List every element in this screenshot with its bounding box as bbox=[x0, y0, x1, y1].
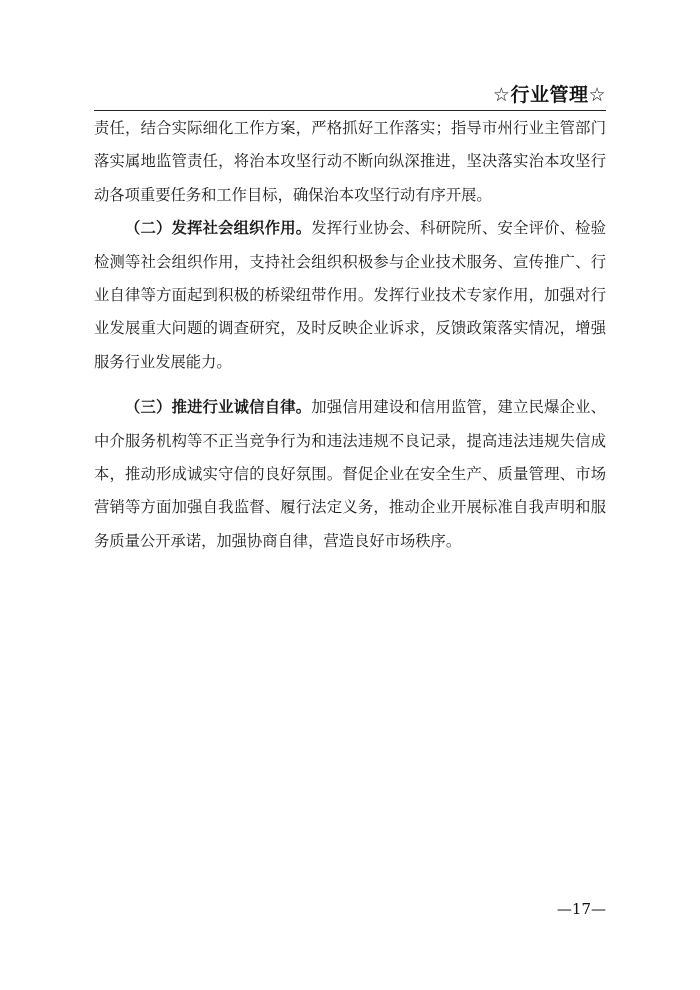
page-header bbox=[94, 76, 606, 111]
page-number: —17— bbox=[556, 900, 606, 918]
paragraph-text: 加强信用建设和信用监管，建立民爆企业、中介服务机构等不正当竞争行为和违法违规不良记录，提高违法违规失信成本，推动形成诚实守信的良好氛围。督促企业在安全生产、质量管理、市场营销等方面加强自我监督、履行法定义务，推动企业开展标准自我声明和服务质量公开承诺，加强协商自律，营造良好市场秩序。 bbox=[94, 398, 606, 550]
paragraph-integrity-self-discipline bbox=[94, 391, 606, 558]
document-body bbox=[94, 112, 606, 558]
section-title: ☆行业管理☆ bbox=[492, 84, 606, 106]
paragraph-heading: （二）发挥社会组织作用。 bbox=[125, 219, 312, 238]
paragraph-text: 责任，结合实际细化工作方案，严格抓好工作落实；指导市州行业主管部门落实属地监管责任，将治本攻坚行动不断向纵深推进，坚决落实治本攻坚行动各项重要任务和工作目标，确保治本攻坚行动有序开展。 bbox=[94, 119, 606, 204]
paragraph-heading: （三）推进行业诚信自律。 bbox=[125, 398, 312, 417]
paragraph-continuation bbox=[94, 112, 606, 212]
paragraph-social-organizations bbox=[94, 212, 606, 379]
paragraph-text: 发挥行业协会、科研院所、安全评价、检验检测等社会组织作用，支持社会组织积极参与企业技术服务、宣传推广、行业自律等方面起到积极的桥梁纽带作用。发挥行业技术专家作用，加强对行业发展重大问题的调查研究，及时反映企业诉求，反馈政策落实情况，增强服务行业发展能力。 bbox=[94, 219, 606, 371]
